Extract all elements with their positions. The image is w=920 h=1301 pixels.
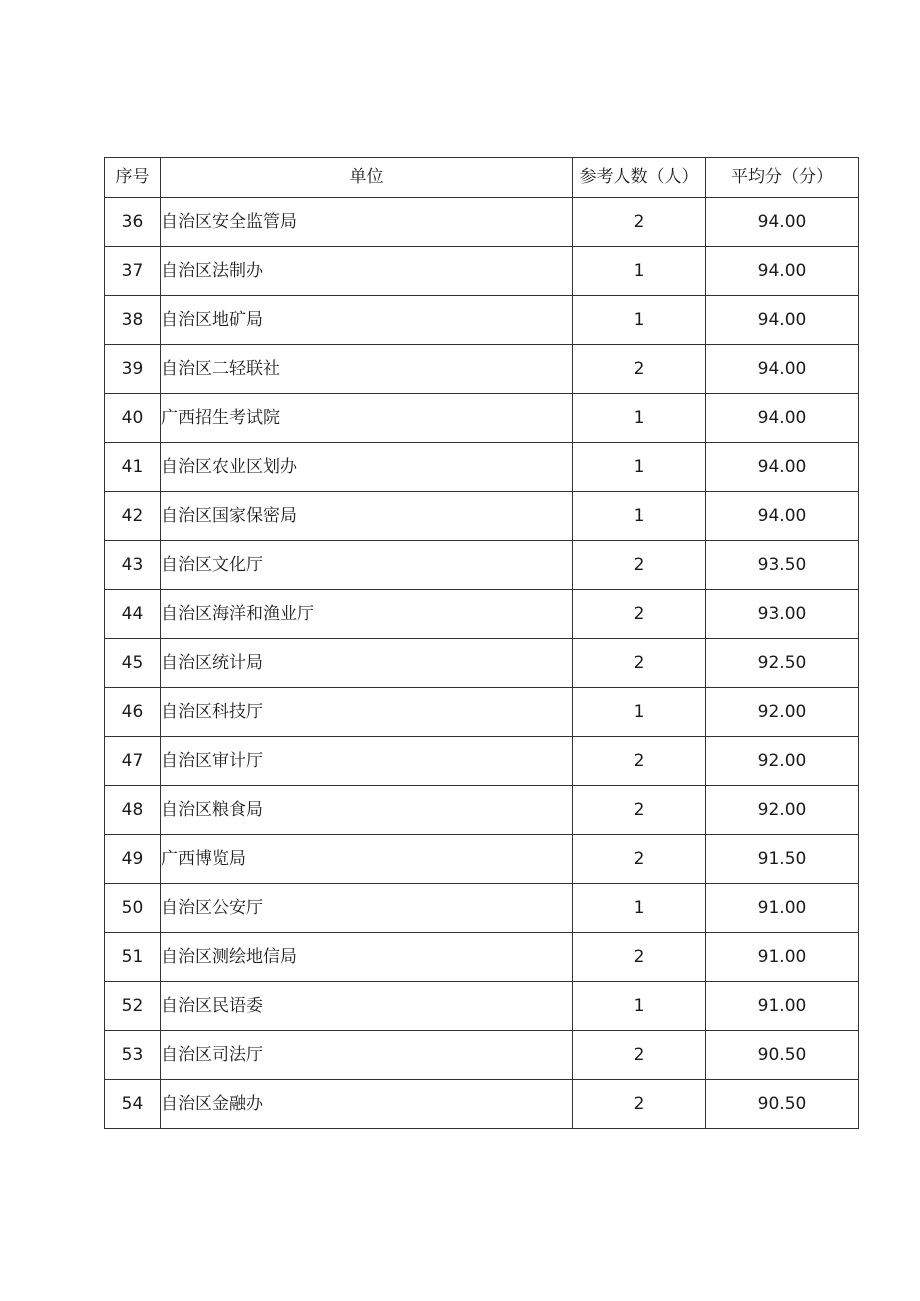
cell-unit: 自治区公安厅: [161, 884, 573, 933]
cell-score: 92.00: [706, 688, 859, 737]
cell-score: 93.50: [706, 541, 859, 590]
cell-seq: 37: [105, 247, 161, 296]
cell-unit: 自治区科技厅: [161, 688, 573, 737]
cell-score: 92.00: [706, 786, 859, 835]
cell-score: 94.00: [706, 247, 859, 296]
table-row: [105, 296, 859, 345]
cell-seq: 47: [105, 737, 161, 786]
cell-count: 2: [573, 786, 706, 835]
table-row: [105, 198, 859, 247]
cell-score: 92.00: [706, 737, 859, 786]
cell-count: 2: [573, 198, 706, 247]
cell-count: 2: [573, 590, 706, 639]
table-header-row: [105, 158, 859, 198]
table-row: [105, 688, 859, 737]
cell-unit: 自治区司法厅: [161, 1031, 573, 1080]
cell-score: 92.50: [706, 639, 859, 688]
cell-score: 91.00: [706, 884, 859, 933]
cell-count: 1: [573, 884, 706, 933]
cell-count: 1: [573, 296, 706, 345]
cell-seq: 39: [105, 345, 161, 394]
cell-seq: 50: [105, 884, 161, 933]
cell-seq: 51: [105, 933, 161, 982]
cell-unit: 自治区审计厅: [161, 737, 573, 786]
cell-unit: 自治区民语委: [161, 982, 573, 1031]
table-row: [105, 345, 859, 394]
cell-unit: 自治区文化厅: [161, 541, 573, 590]
cell-count: 1: [573, 443, 706, 492]
table-row: [105, 443, 859, 492]
cell-unit: 自治区地矿局: [161, 296, 573, 345]
cell-score: 94.00: [706, 296, 859, 345]
cell-score: 94.00: [706, 198, 859, 247]
cell-unit: 自治区国家保密局: [161, 492, 573, 541]
header-score: 平均分（分）: [706, 158, 859, 198]
cell-count: 2: [573, 933, 706, 982]
table-row: [105, 492, 859, 541]
cell-score: 94.00: [706, 394, 859, 443]
cell-unit: 自治区金融办: [161, 1080, 573, 1129]
cell-seq: 52: [105, 982, 161, 1031]
header-seq: 序号: [105, 158, 161, 198]
cell-count: 1: [573, 247, 706, 296]
table-row: [105, 835, 859, 884]
cell-unit: 自治区安全监管局: [161, 198, 573, 247]
cell-seq: 36: [105, 198, 161, 247]
cell-seq: 41: [105, 443, 161, 492]
cell-unit: 自治区农业区划办: [161, 443, 573, 492]
table-row: [105, 884, 859, 933]
cell-score: 90.50: [706, 1031, 859, 1080]
table-row: [105, 933, 859, 982]
cell-count: 2: [573, 541, 706, 590]
cell-count: 2: [573, 1031, 706, 1080]
cell-unit: 自治区统计局: [161, 639, 573, 688]
cell-score: 93.00: [706, 590, 859, 639]
cell-seq: 53: [105, 1031, 161, 1080]
cell-unit: 自治区海洋和渔业厅: [161, 590, 573, 639]
cell-seq: 42: [105, 492, 161, 541]
table-row: [105, 247, 859, 296]
cell-count: 2: [573, 737, 706, 786]
cell-count: 1: [573, 688, 706, 737]
cell-count: 2: [573, 1080, 706, 1129]
cell-seq: 54: [105, 1080, 161, 1129]
table-row: [105, 1031, 859, 1080]
cell-seq: 48: [105, 786, 161, 835]
cell-count: 2: [573, 345, 706, 394]
cell-score: 91.50: [706, 835, 859, 884]
cell-unit: 广西博览局: [161, 835, 573, 884]
table-row: [105, 982, 859, 1031]
cell-count: 2: [573, 835, 706, 884]
header-count: 参考人数（人）: [573, 158, 706, 198]
table-row: [105, 590, 859, 639]
cell-unit: 自治区粮食局: [161, 786, 573, 835]
cell-score: 94.00: [706, 492, 859, 541]
table-row: [105, 394, 859, 443]
cell-score: 91.00: [706, 933, 859, 982]
cell-count: 1: [573, 492, 706, 541]
cell-seq: 49: [105, 835, 161, 884]
cell-unit: 自治区法制办: [161, 247, 573, 296]
table-body: [105, 198, 859, 1129]
cell-count: 1: [573, 394, 706, 443]
table-row: [105, 541, 859, 590]
cell-unit: 广西招生考试院: [161, 394, 573, 443]
cell-score: 91.00: [706, 982, 859, 1031]
cell-score: 94.00: [706, 345, 859, 394]
cell-seq: 46: [105, 688, 161, 737]
cell-count: 2: [573, 639, 706, 688]
cell-score: 94.00: [706, 443, 859, 492]
cell-seq: 38: [105, 296, 161, 345]
cell-unit: 自治区测绘地信局: [161, 933, 573, 982]
cell-seq: 40: [105, 394, 161, 443]
table-row: [105, 786, 859, 835]
table-row: [105, 1080, 859, 1129]
cell-seq: 43: [105, 541, 161, 590]
cell-unit: 自治区二轻联社: [161, 345, 573, 394]
cell-seq: 45: [105, 639, 161, 688]
header-unit: 单位: [161, 158, 573, 198]
cell-score: 90.50: [706, 1080, 859, 1129]
cell-seq: 44: [105, 590, 161, 639]
table-row: [105, 639, 859, 688]
score-table: [104, 157, 859, 1129]
cell-count: 1: [573, 982, 706, 1031]
table-row: [105, 737, 859, 786]
